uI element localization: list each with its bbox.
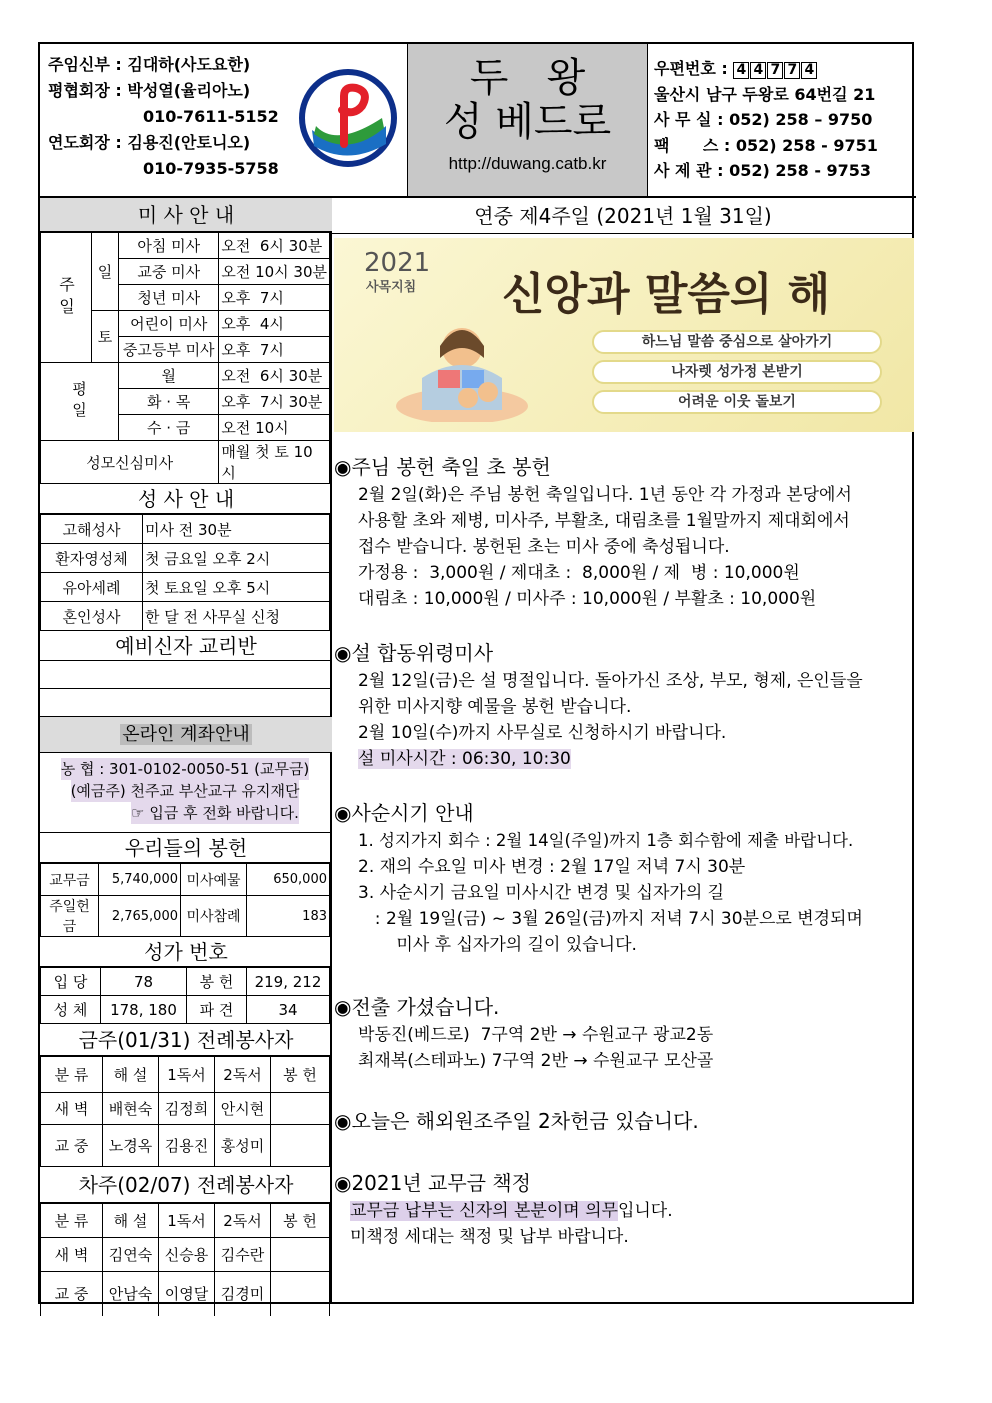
- day-label: 일: [92, 233, 119, 311]
- server-cell: 김연숙: [103, 1238, 159, 1272]
- notice-line: 접수 받습니다. 봉헌된 초는 미사 중에 축성됩니다.: [358, 537, 730, 557]
- offering-value: 650,000: [247, 864, 330, 896]
- hymn-label: 입 당: [41, 968, 101, 996]
- mass-name: 중고등부 미사: [119, 337, 219, 363]
- mass-time: 오후 7시: [219, 337, 330, 363]
- notice-title: ◉오늘은 해외원조주일 2차헌금 있습니다.: [334, 1109, 699, 1133]
- notice-line: 위한 미사지향 예물을 봉헌 받습니다.: [358, 697, 632, 717]
- mass-name: 어린이 미사: [119, 311, 219, 337]
- mass-time: 매월 첫 토 10시: [219, 441, 330, 484]
- notice-title: ◉설 합동위령미사: [334, 641, 494, 665]
- server-cell: 김용진: [159, 1125, 215, 1167]
- weekday-label: 평일: [41, 363, 119, 441]
- mass-time: 오전 10시: [219, 415, 330, 441]
- mass-time: 오후 7시 30분: [219, 389, 330, 415]
- notice-line: 2월 12일(금)은 설 명절입니다. 돌아가신 조상, 부모, 형제, 은인들을: [358, 671, 863, 691]
- holy-family-illustration-icon: [392, 318, 532, 426]
- banner-slogan: 신앙과 말씀의 해: [502, 269, 831, 320]
- catechumen-row: [40, 661, 330, 689]
- parish-title-line2: 성 베드로: [443, 99, 612, 145]
- pastoral-banner: [334, 238, 914, 432]
- sacrament-time: 첫 금요일 오후 2시: [143, 544, 330, 573]
- postal-digit: 4: [801, 62, 817, 79]
- parish-url[interactable]: http://duwang.catb.kr: [448, 154, 607, 173]
- servers-this-table: [40, 1056, 330, 1167]
- postal-digit: 4: [733, 62, 749, 79]
- server-cell: 새 벽: [41, 1093, 103, 1125]
- postal-digit: 4: [750, 62, 766, 79]
- postal-code: 우편번호 : 4 4 7 7 4: [654, 56, 916, 82]
- offering-label: 주일헌금: [41, 896, 99, 937]
- mass-time: 오전 6시 30분: [219, 363, 330, 389]
- servers-next-title: 차주(02/07) 전례봉사자: [40, 1167, 332, 1203]
- header-contact: [648, 44, 916, 198]
- notice-line: 박동진(베드로) 7구역 2반 → 수원교구 광교2동: [358, 1025, 714, 1045]
- bulletin-sheet: [38, 42, 914, 1304]
- mass-time-highlight: 설 미사시간 : 06:30, 10:30: [358, 749, 571, 769]
- server-cell: [271, 1093, 330, 1125]
- mass-time: 오전 10시 30분: [219, 259, 330, 285]
- offering-value: 2,765,000: [99, 896, 181, 937]
- notice-line: 1. 성지가지 회수 : 2월 14일(주일)까지 1층 회수함에 제출 바랍니다.: [358, 831, 854, 850]
- notice-line: 미책정 세대는 책정 및 납부 바랍니다.: [350, 1227, 629, 1247]
- hymns-title: 성가 번호: [40, 937, 332, 967]
- banner-item: 하느님 말씀 중심으로 살아가기: [592, 330, 882, 354]
- mass-name: 아침 미사: [119, 233, 219, 259]
- staff-line: 주임신부 : 김대하(사도요한): [48, 55, 251, 74]
- mass-time: 오후 4시: [219, 311, 330, 337]
- server-head: 해 설: [103, 1057, 159, 1093]
- banner-item: 어려운 이웃 돌보기: [592, 390, 882, 414]
- hymn-number: 78: [101, 968, 187, 996]
- hymn-label: 파 견: [187, 996, 247, 1024]
- staff-line: 연도회장 : 김용진(안토니오): [48, 133, 251, 152]
- banner-item: 나자렛 성가정 본받기: [592, 360, 882, 384]
- hymn-number: 219, 212: [247, 968, 330, 996]
- notice-title: ◉2021년 교무금 책정: [334, 1171, 531, 1195]
- hymn-label: 성 체: [41, 996, 101, 1024]
- notice-line: 사용할 초와 제병, 미사주, 부활초, 대림초를 1월말까지 제대회에서: [358, 511, 850, 531]
- hymn-label: 봉 헌: [187, 968, 247, 996]
- sacrament-time: 첫 토요일 오후 5시: [143, 573, 330, 602]
- servers-next-table: [40, 1203, 330, 1316]
- account-title: 온라인 계좌안내: [40, 717, 332, 753]
- week-title: 연중 제4주일 (2021년 1월 31일): [332, 198, 914, 234]
- server-head: 분 류: [41, 1057, 103, 1093]
- sacrament-table: [40, 514, 330, 631]
- server-head: 봉 헌: [271, 1057, 330, 1093]
- server-cell: [271, 1272, 330, 1316]
- hymns-table: [40, 967, 330, 1024]
- saturday-label: 토: [92, 311, 119, 363]
- server-cell: 홍성미: [215, 1125, 271, 1167]
- mass-time: 오전 6시 30분: [219, 233, 330, 259]
- notice-line: 3. 사순시기 금요일 미사시간 변경 및 십자가의 길: [358, 883, 725, 903]
- right-column: [332, 198, 914, 1304]
- offering-label: 교무금: [41, 864, 99, 896]
- server-cell: 새 벽: [41, 1238, 103, 1272]
- postal-digit: 7: [784, 62, 800, 79]
- offering-table: [40, 863, 330, 937]
- contact-fax: 팩 스 : 052) 258 - 9751: [654, 135, 878, 155]
- parish-logo-icon: [296, 66, 400, 170]
- server-head: 분 류: [41, 1204, 103, 1238]
- account-info: [40, 753, 330, 833]
- sunday-label: 주일: [41, 233, 92, 363]
- offering-label: 미사예물: [181, 864, 247, 896]
- server-cell: 안시현: [215, 1093, 271, 1125]
- notice-line: 미사 후 십자가의 길이 있습니다.: [364, 935, 637, 955]
- account-note: ☞ 입금 후 전화 바랍니다.: [131, 804, 299, 822]
- servers-this-title: 금주(01/31) 전례봉사자: [40, 1024, 332, 1056]
- notice-line: 대림초 : 10,000원 / 미사주 : 10,000원 / 부활초 : 10,000원: [358, 589, 817, 609]
- server-cell: 노경옥: [103, 1125, 159, 1167]
- notice-title: ◉주님 봉헌 축일 초 봉헌: [334, 455, 551, 479]
- server-cell: 배현숙: [103, 1093, 159, 1125]
- contact-office: 사 무 실 : 052) 258 – 9750: [654, 110, 873, 129]
- server-cell: 이영달: [159, 1272, 215, 1316]
- notice-line: : 2월 19일(금) ~ 3월 26일(금)까지 저녁 7시 30분으로 변경되며: [364, 909, 863, 929]
- sacrament-name: 환자영성체: [41, 544, 143, 573]
- notice-line: 2월 2일(화)은 주님 봉헌 축일입니다. 1년 동안 각 가정과 본당에서: [358, 485, 852, 505]
- staff-line: 010-7611-5152: [143, 107, 279, 126]
- notice-title: ◉전출 가셨습니다.: [334, 995, 500, 1019]
- mass-name: 청년 미사: [119, 285, 219, 311]
- postal-digit: 7: [767, 62, 783, 79]
- notice-line: 2. 재의 수요일 미사 변경 : 2월 17일 저녁 7시 30분: [358, 857, 746, 877]
- notice-line: 가정용 : 3,000원 / 제대초 : 8,000원 / 제 병 : 10,000원: [358, 563, 800, 583]
- server-cell: [271, 1238, 330, 1272]
- staff-line: 평협회장 : 박성열(율리아노): [48, 81, 251, 100]
- server-head: 1독서: [159, 1057, 215, 1093]
- banner-year: 2021: [364, 248, 431, 278]
- hymn-number: 178, 180: [101, 996, 187, 1024]
- staff-line: 010-7935-5758: [143, 159, 279, 178]
- mass-name: 교중 미사: [119, 259, 219, 285]
- parish-title-box: [408, 44, 648, 198]
- server-head: 봉 헌: [271, 1204, 330, 1238]
- server-cell: 안남숙: [103, 1272, 159, 1316]
- notice-title: ◉사순시기 안내: [334, 801, 474, 825]
- server-head: 해 설: [103, 1204, 159, 1238]
- banner-sub: 사목지침: [366, 280, 417, 295]
- left-column: [40, 198, 332, 1304]
- sacrament-name: 혼인성사: [41, 602, 143, 631]
- account-holder: (예금주) 천주교 부산교구 유지재단: [70, 782, 300, 800]
- offering-value: 5,740,000: [99, 864, 181, 896]
- mass-name: 성모신심미사: [41, 441, 219, 484]
- notice-line: [334, 1198, 914, 1224]
- notice-line: [334, 746, 914, 772]
- offering-title: 우리들의 봉헌: [40, 833, 332, 863]
- account-number: 농 협 : 301-0102-0050-51 (교무금): [60, 760, 310, 778]
- notices: [332, 452, 914, 1250]
- notice-line: 최재복(스테파노) 7구역 2반 → 수원교구 모산골: [358, 1051, 714, 1071]
- hymn-number: 34: [247, 996, 330, 1024]
- mass-table: [40, 232, 330, 484]
- server-cell: 김수란: [215, 1238, 271, 1272]
- catechumen-title: 예비신자 교리반: [40, 631, 332, 661]
- address: 울산시 남구 두왕로 64번길 21: [654, 84, 876, 104]
- mass-title: 미 사 안 내: [40, 198, 332, 232]
- server-cell: 교 중: [41, 1272, 103, 1316]
- contact-rectory: 사 제 관 : 052) 258 - 9753: [654, 161, 872, 180]
- mass-name: 수 · 금: [119, 415, 219, 441]
- server-cell: 김정희: [159, 1093, 215, 1125]
- server-cell: [271, 1125, 330, 1167]
- mass-time: 오후 7시: [219, 285, 330, 311]
- sacrament-title: 성 사 안 내: [40, 484, 332, 514]
- server-cell: 교 중: [41, 1125, 103, 1167]
- sacrament-name: 고해성사: [41, 515, 143, 544]
- server-cell: 김경미: [215, 1272, 271, 1316]
- notice-line: 2월 10일(수)까지 사무실로 신청하시기 바랍니다.: [358, 723, 727, 743]
- server-head: 2독서: [215, 1057, 271, 1093]
- notice-text: 입니다.: [617, 1201, 673, 1221]
- server-head: 1독서: [159, 1204, 215, 1238]
- catechumen-row: [40, 689, 330, 717]
- sacrament-time: 한 달 전 사무실 신청: [143, 602, 330, 631]
- server-head: 2독서: [215, 1204, 271, 1238]
- server-cell: 신승용: [159, 1238, 215, 1272]
- sacrament-time: 미사 전 30분: [143, 515, 330, 544]
- tithe-duty-highlight: 교무금 납부는 신자의 본분이며 의무: [350, 1201, 618, 1221]
- offering-value: 183: [247, 896, 330, 937]
- sacrament-name: 유아세례: [41, 573, 143, 602]
- mass-name: 월: [119, 363, 219, 389]
- offering-label: 미사참례: [181, 896, 247, 937]
- mass-name: 화 · 목: [119, 389, 219, 415]
- parish-title-line1: 두 왕: [469, 55, 586, 101]
